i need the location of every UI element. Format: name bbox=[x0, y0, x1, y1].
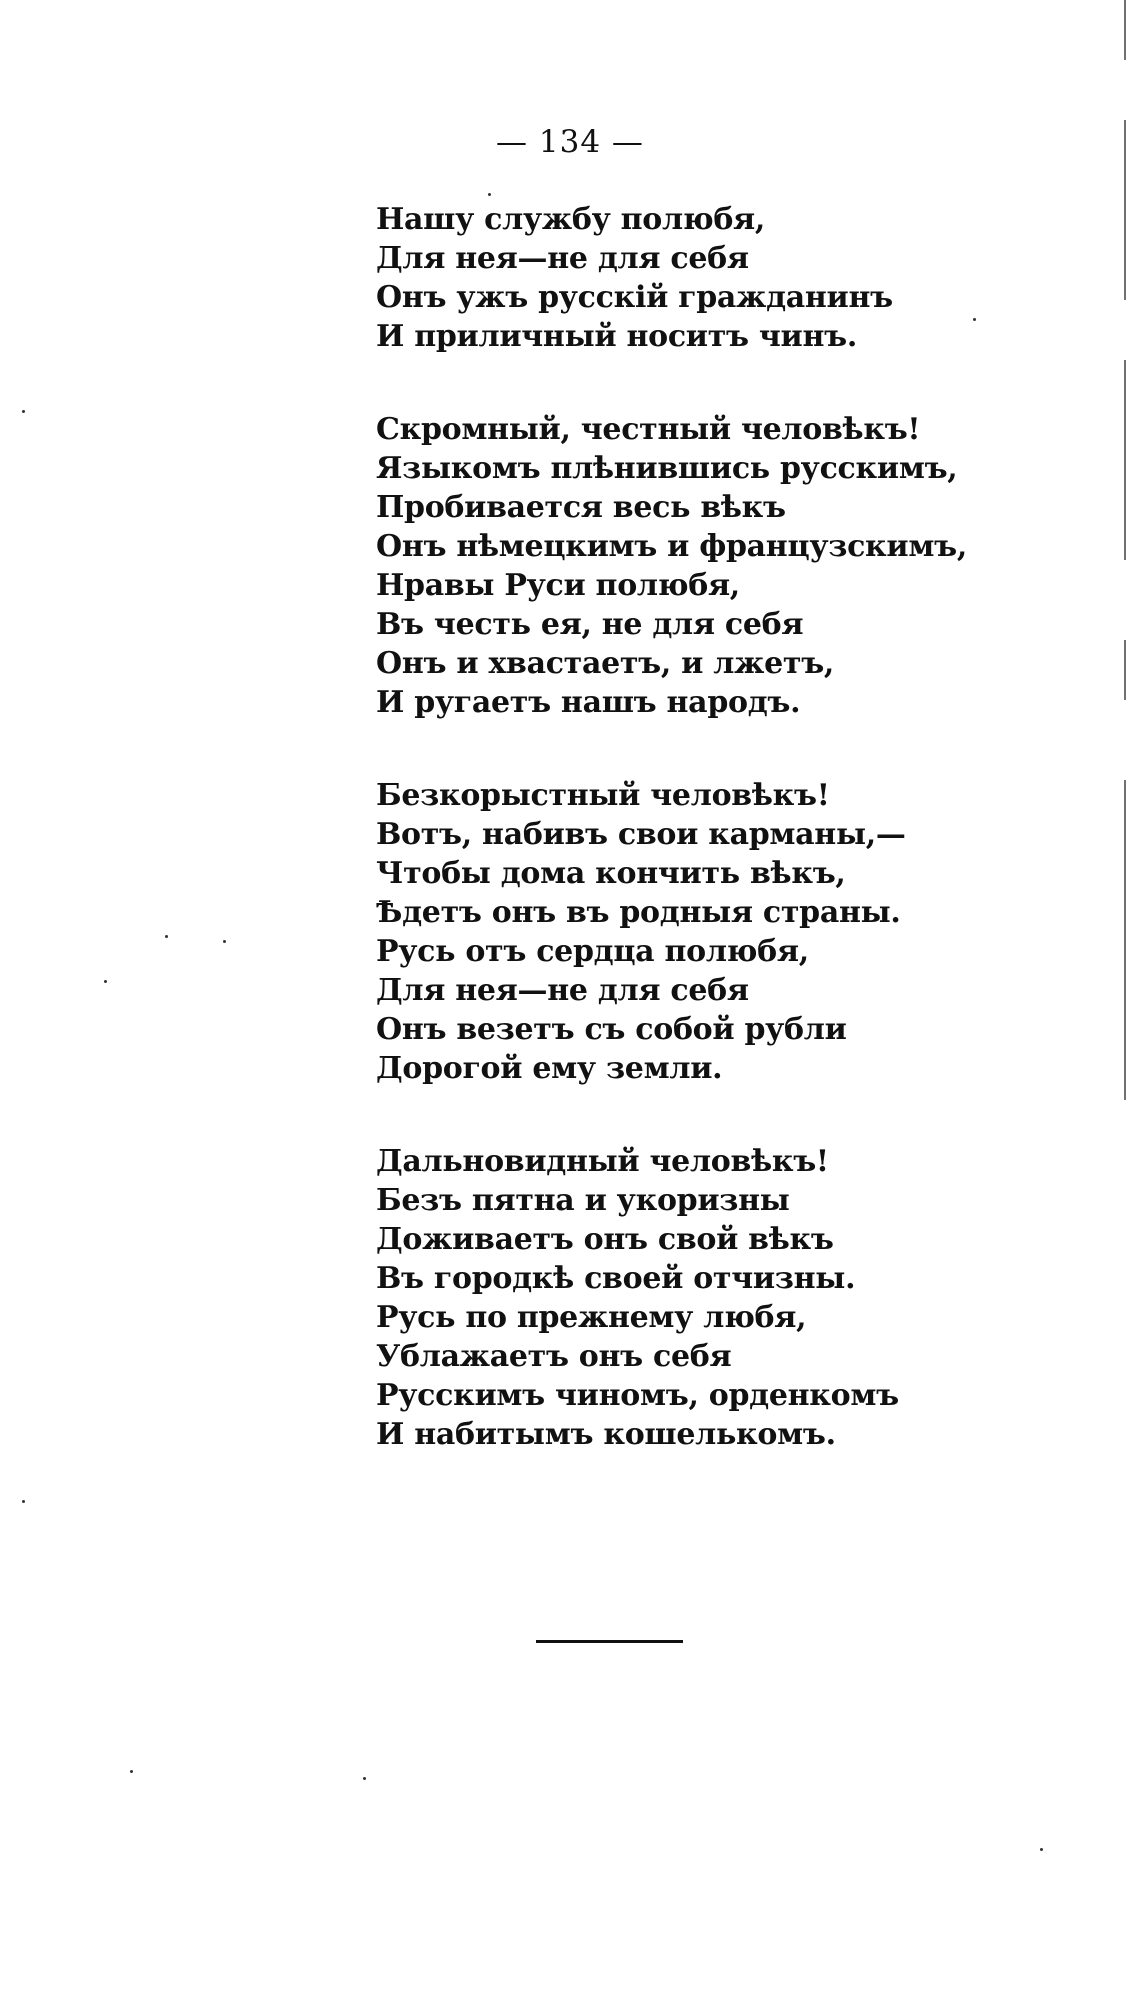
end-rule bbox=[536, 1640, 683, 1643]
poem-line: Нравы Руси полюбя, bbox=[376, 568, 740, 603]
scan-speck bbox=[223, 940, 226, 943]
poem-line: Въ честь ея, не для себя bbox=[376, 607, 804, 642]
scan-speck bbox=[22, 1500, 25, 1503]
poem-line: Скромный, честный человѣкъ! bbox=[376, 412, 921, 447]
poem-line: Доживаетъ онъ свой вѣкъ bbox=[376, 1222, 834, 1257]
poem-line: Чтобы дома кончить вѣкъ, bbox=[376, 856, 846, 891]
poem-line: Для нея—не для себя bbox=[376, 241, 749, 276]
scan-speck bbox=[130, 1770, 133, 1773]
scan-speck bbox=[363, 1777, 366, 1780]
poem-line: Ѣдетъ онъ въ родныя страны. bbox=[376, 895, 901, 930]
scan-margin-line bbox=[1124, 0, 1126, 1300]
poem-line: Дальновидный человѣкъ! bbox=[376, 1144, 829, 1179]
poem-line: Русскимъ чиномъ, орденкомъ bbox=[376, 1378, 899, 1413]
poem-line: И ругаетъ нашъ народъ. bbox=[376, 685, 801, 720]
stanza-2 bbox=[376, 410, 967, 722]
poem-line: Онъ нѣмецкимъ и французскимъ, bbox=[376, 529, 967, 564]
poem-line: Безкорыстный человѣкъ! bbox=[376, 778, 830, 813]
poem-line: Ублажаетъ онъ себя bbox=[376, 1339, 732, 1374]
poem-line: Русь по прежнему любя, bbox=[376, 1300, 807, 1335]
scan-speck bbox=[104, 980, 107, 983]
scan-speck bbox=[973, 318, 976, 321]
poem-line: Русь отъ сердца полюбя, bbox=[376, 934, 809, 969]
poem-line: И приличный носитъ чинъ. bbox=[376, 319, 858, 354]
scan-speck bbox=[165, 935, 168, 938]
poem-line: Пробивается весь вѣкъ bbox=[376, 490, 786, 525]
scan-speck bbox=[488, 193, 491, 196]
poem bbox=[376, 200, 967, 1508]
poem-line: Онъ ужъ русскій гражданинъ bbox=[376, 280, 893, 315]
poem-line: Для нея—не для себя bbox=[376, 973, 749, 1008]
poem-line: Дорогой ему земли. bbox=[376, 1051, 723, 1086]
stanza-1 bbox=[376, 200, 936, 356]
stanza-4 bbox=[376, 1142, 936, 1454]
poem-line: Онъ везетъ съ собой рубли bbox=[376, 1012, 847, 1047]
poem-line: Языкомъ плѣнившись русскимъ, bbox=[376, 451, 958, 486]
poem-line: И набитымъ кошелькомъ. bbox=[376, 1417, 836, 1452]
poem-line: Въ городкѣ своей отчизны. bbox=[376, 1261, 856, 1296]
stanza-3 bbox=[376, 776, 936, 1088]
poem-line: Безъ пятна и укоризны bbox=[376, 1183, 790, 1218]
page-number: — 134 — bbox=[496, 124, 644, 160]
poem-line: Онъ и хвастаетъ, и лжетъ, bbox=[376, 646, 835, 681]
poem-line: Вотъ, набивъ свои карманы,— bbox=[376, 817, 906, 852]
poem-line: Нашу службу полюбя, bbox=[376, 202, 766, 237]
scan-speck bbox=[22, 410, 25, 413]
scan-speck bbox=[1040, 1848, 1043, 1851]
